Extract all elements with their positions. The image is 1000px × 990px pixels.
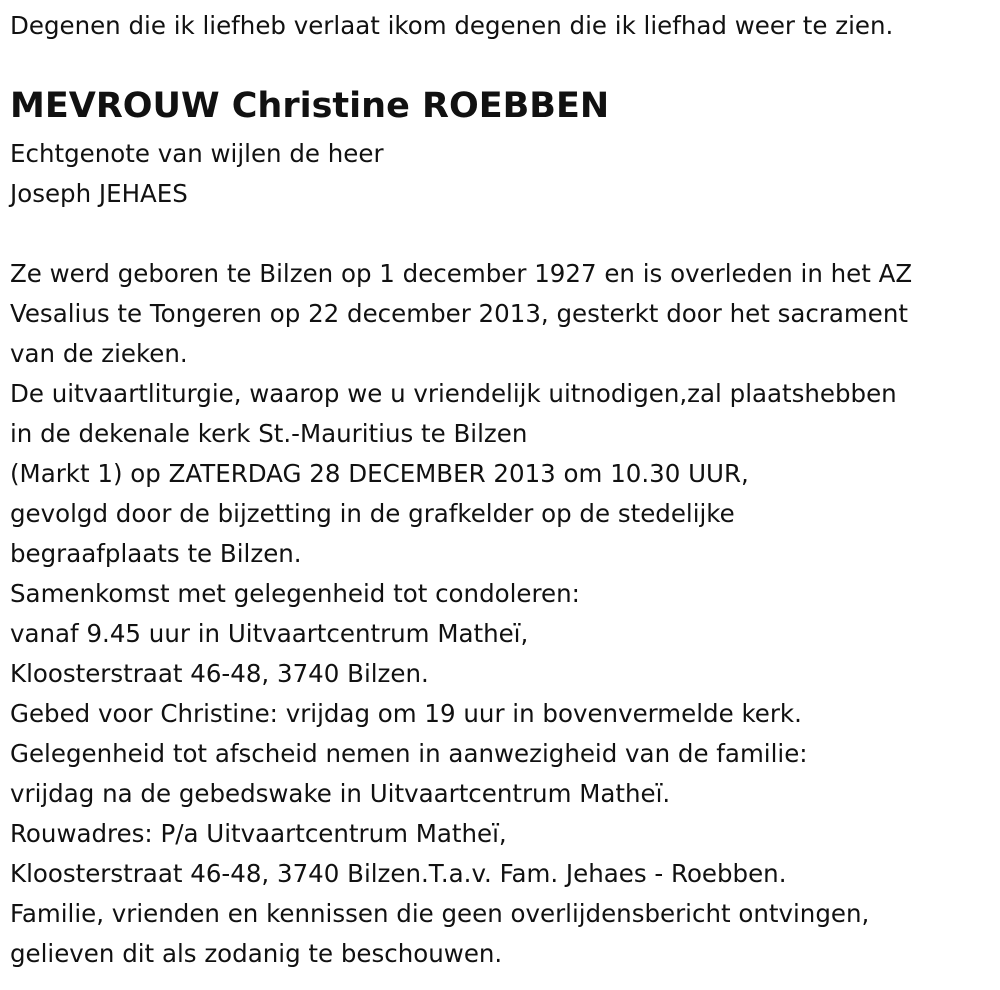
spouse-line: Echtgenote van wijlen de heer <box>10 139 384 168</box>
spouse-line: Joseph JEHAES <box>10 179 188 208</box>
body-line: gelieven dit als zodanig te beschouwen. <box>10 939 503 968</box>
body-line: Kloosterstraat 46-48, 3740 Bilzen.T.a.v. Fam. Jehaes - Roebben. <box>10 859 787 888</box>
obituary-body <box>10 254 912 974</box>
body-line: van de zieken. <box>10 339 188 368</box>
body-line: Familie, vrienden en kennissen die geen overlijdensbericht ontvingen, <box>10 899 870 928</box>
body-line: Ze werd geboren te Bilzen op 1 december 1927 en is overleden in het AZ <box>10 259 913 288</box>
body-line: gevolgd door de bijzetting in de grafkelder op de stedelijke <box>10 499 735 528</box>
body-line: vrijdag na de gebedswake in Uitvaartcentrum Matheï. <box>10 779 671 808</box>
motto-quote: Degenen die ik liefheb verlaat ikom degenen die ik liefhad weer te zien. <box>10 11 894 40</box>
body-line: Rouwadres: P/a Uitvaartcentrum Matheï, <box>10 819 507 848</box>
body-line: vanaf 9.45 uur in Uitvaartcentrum Matheï, <box>10 619 529 648</box>
spouse-block <box>10 134 384 214</box>
body-line: (Markt 1) op ZATERDAG 28 DECEMBER 2013 om 10.30 UUR, <box>10 459 749 488</box>
body-line: Vesalius te Tongeren op 22 december 2013, gesterkt door het sacrament <box>10 299 908 328</box>
deceased-name: MEVROUW Christine ROEBBEN <box>10 86 610 126</box>
body-line: Samenkomst met gelegenheid tot condoleren: <box>10 579 580 608</box>
body-line: Gelegenheid tot afscheid nemen in aanwezigheid van de familie: <box>10 739 808 768</box>
body-line: Kloosterstraat 46-48, 3740 Bilzen. <box>10 659 429 688</box>
body-line: De uitvaartliturgie, waarop we u vriendelijk uitnodigen,zal plaatshebben <box>10 379 897 408</box>
body-line: in de dekenale kerk St.-Mauritius te Bilzen <box>10 419 528 448</box>
body-line: Gebed voor Christine: vrijdag om 19 uur in bovenvermelde kerk. <box>10 699 802 728</box>
body-line: begraafplaats te Bilzen. <box>10 539 302 568</box>
